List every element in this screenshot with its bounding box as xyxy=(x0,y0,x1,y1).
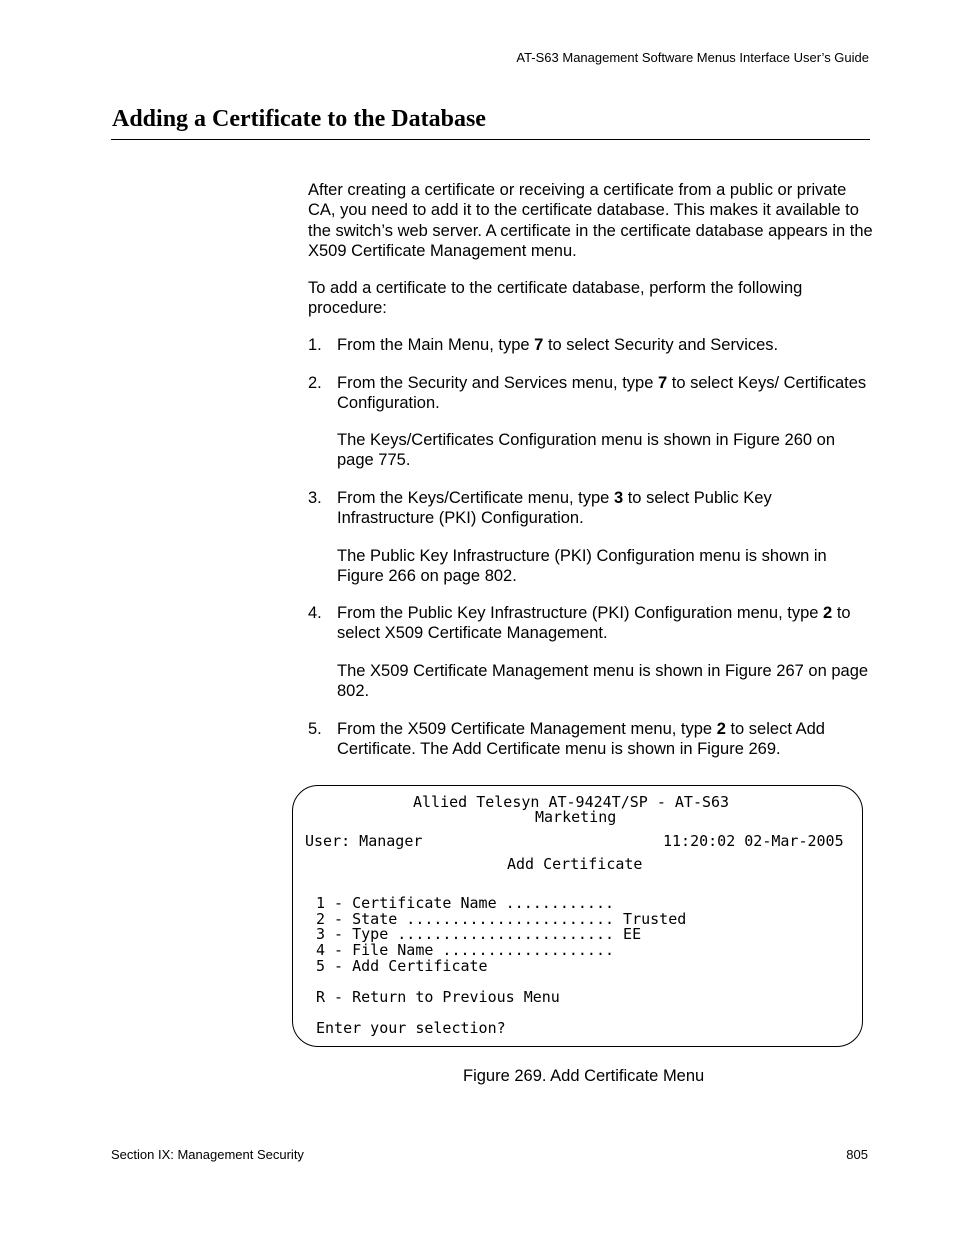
step-text: From the Main Menu, type 7 to select Security and Services. xyxy=(337,336,779,354)
step-3-note: The Public Key Infrastructure (PKI) Configuration menu is shown in Figure 266 on page 802. xyxy=(337,547,827,586)
step-text: From the Security and Services menu, type 7 to select Keys/ Certificates Configuration. xyxy=(337,374,867,413)
title-rule xyxy=(111,139,870,140)
section-title: Adding a Certificate to the Database xyxy=(112,106,486,132)
step-number: 4. xyxy=(308,604,322,622)
terminal-prompt: Enter your selection? xyxy=(316,1019,506,1037)
step-text: From the Keys/Certificate menu, type 3 to select Public Key Infrastructure (PKI) Configuration. xyxy=(337,489,772,528)
terminal-datetime: 11:20:02 02-Mar-2005 xyxy=(663,832,844,850)
terminal-banner: Allied Telesyn AT-9424T/SP - AT-S63 xyxy=(413,793,730,811)
menu-key: 2 xyxy=(823,604,833,622)
terminal-screen xyxy=(292,785,863,1047)
step-number: 1. xyxy=(308,336,322,354)
menu-item-type: 3 - Type ........................ EE xyxy=(316,925,642,943)
menu-key: 7 xyxy=(534,336,544,354)
step-text: From the X509 Certificate Management menu, type 2 to select Add Certificate. The Add Certificate menu is shown in Figure 269. xyxy=(337,720,825,759)
menu-key: 7 xyxy=(657,374,668,392)
menu-item-return: R - Return to Previous Menu xyxy=(316,988,560,1006)
step-number: 5. xyxy=(308,720,322,738)
procedure-step-1 xyxy=(308,335,873,355)
procedure-step-5 xyxy=(308,719,873,760)
menu-item-certificate-name: 1 - Certificate Name ............ xyxy=(316,894,615,912)
step-2-note: The Keys/Certificates Configuration menu is shown in Figure 260 on page 775. xyxy=(337,431,836,470)
step-number: 2. xyxy=(308,374,322,392)
page-number: 805 xyxy=(846,1147,868,1162)
procedure-step-3 xyxy=(308,488,873,529)
figure-caption: Figure 269. Add Certificate Menu xyxy=(463,1067,705,1085)
procedure-intro: To add a certificate to the certificate database, perform the following procedure: xyxy=(308,279,803,318)
intro-paragraph: After creating a certificate or receiving a certificate from a public or private CA, you need to add it to the certificate database. This makes it available to the switch’s web server. A certificate in the certificate database appears in the X509 Certificate Management menu. xyxy=(308,181,873,261)
menu-item-file-name: 4 - File Name ................... xyxy=(316,941,615,959)
running-header: AT-S63 Management Software Menus Interface User’s Guide xyxy=(516,50,869,65)
terminal-location: Marketing xyxy=(535,808,617,826)
step-number: 3. xyxy=(308,489,322,507)
menu-key: 3 xyxy=(613,489,624,507)
terminal-user: User: Manager xyxy=(305,832,423,850)
menu-item-add-certificate: 5 - Add Certificate xyxy=(316,957,488,975)
menu-key: 2 xyxy=(716,720,726,738)
step-text: From the Public Key Infrastructure (PKI) Configuration menu, type 2 to select X509 Certificate Management. xyxy=(337,604,851,643)
procedure-step-4 xyxy=(308,603,873,644)
terminal-menu-title: Add Certificate xyxy=(507,855,643,873)
procedure-step-2 xyxy=(308,373,873,414)
footer-section: Section IX: Management Security xyxy=(111,1147,304,1162)
menu-item-state: 2 - State ....................... Trusted xyxy=(316,910,687,928)
step-4-note: The X509 Certificate Management menu is shown in Figure 267 on page 802. xyxy=(337,662,869,701)
